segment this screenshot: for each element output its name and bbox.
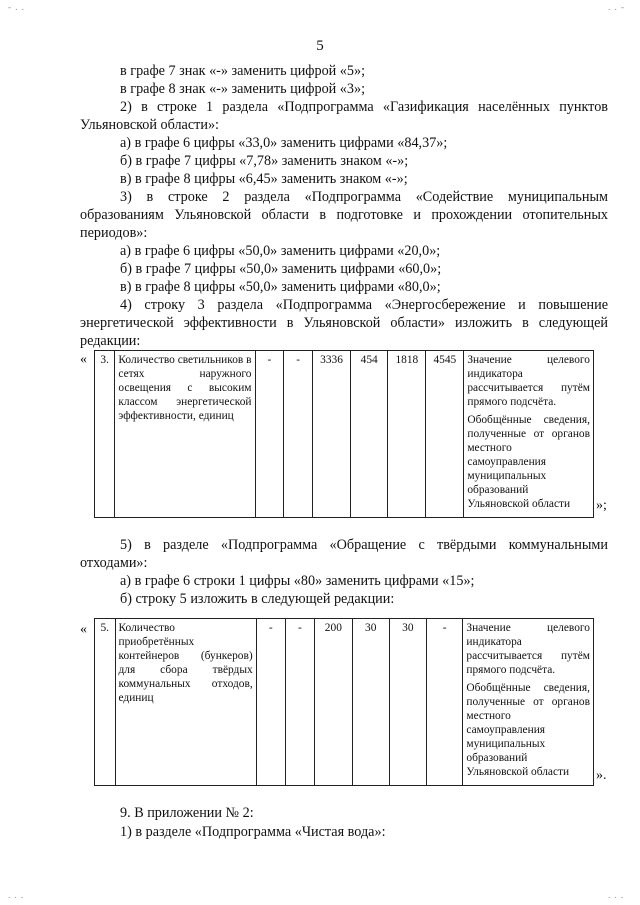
item9-heading: 9. В приложении № 2:	[120, 805, 254, 821]
table2-col4: -	[256, 619, 285, 786]
item2-line-a: а) в графе 6 цифры «33,0» заменить цифрами «84,37»;	[120, 135, 448, 151]
item4-text: 4) строку 3 раздела «Подпрограмма «Энергосбережение и повышение энергетической эффективности в Ульяновской области» изложить в следующей редакции:	[80, 297, 608, 350]
table2-col5: -	[285, 619, 314, 786]
item3-line-b: б) в графе 7 цифры «50,0» заменить цифрами «60,0»;	[120, 261, 442, 277]
item2-line-b: б) в графе 7 цифры «7,78» заменить знаком «-»;	[120, 153, 409, 169]
table1-desc-calc: Значение целевого индикатора рассчитывается путём прямого подсчёта.	[467, 354, 590, 408]
item3-intro: 3) в строке 2 раздела «Подпрограмма «Содействие муниципальным образованиям Ульяновской области в подготовке и прохождении отопительных периодов»:	[80, 189, 608, 242]
page-number: 5	[316, 38, 324, 54]
item2-line-c: в) в графе 8 цифры «6,45» заменить знаком «-»;	[120, 171, 408, 187]
table-row	[95, 619, 594, 786]
table-row	[95, 351, 594, 518]
table1-desc	[464, 351, 594, 518]
table2-col7: 30	[352, 619, 389, 786]
table2-open-quote: «	[80, 622, 87, 637]
table2-num: 5.	[95, 619, 116, 786]
item3-line-a: а) в графе 6 цифры «50,0» заменить цифрами «20,0»;	[120, 243, 441, 259]
table1-name: Количество светильников в сетях наружного освещения с высоким классом энергетической эффективности, единиц	[115, 351, 255, 518]
table1-col6: 3336	[313, 351, 351, 518]
table1-col4: -	[255, 351, 284, 518]
line-graph7: в графе 7 знак «-» заменить цифрой «5»;	[120, 63, 366, 79]
table1-num: 3.	[95, 351, 115, 518]
edge-mark-bottom-left: . . .	[8, 890, 25, 900]
table1-open-quote: «	[80, 352, 87, 367]
table1-col7: 454	[351, 351, 388, 518]
item5-line-b: б) строку 5 изложить в следующей редакции:	[120, 591, 395, 607]
table1-col9: 4545	[426, 351, 464, 518]
line-graph8: в графе 8 знак «-» заменить цифрой «3»;	[120, 81, 366, 97]
table2-col8: 30	[389, 619, 426, 786]
edge-mark-bottom-right: . . .	[608, 890, 625, 900]
table1	[94, 350, 594, 518]
edge-mark-top-right: . . -	[608, 2, 625, 12]
table2-name: Количество приобретённых контейнеров (бункеров) для сбора твёрдых коммунальных отходов, единиц	[115, 619, 256, 786]
table1-col5: -	[284, 351, 313, 518]
table1-desc-source: Обобщённые сведения, полученные от органов местного самоуправления муниципальных образований Ульяновской области	[467, 414, 590, 510]
item5-intro: 5) в разделе «Подпрограмма «Обращение с твёрдыми коммунальными отходами»:	[80, 537, 608, 572]
table2-desc-source: Обобщённые сведения, полученные от органов местного самоуправления муниципальных образований Ульяновской области	[466, 682, 590, 778]
table2-desc	[463, 619, 594, 786]
table2-desc-calc: Значение целевого индикатора рассчитывается путём прямого подсчёта.	[466, 622, 590, 676]
item3-line-c: в) в графе 8 цифры «50,0» заменить цифрами «80,0»;	[120, 279, 441, 295]
table2-col6: 200	[315, 619, 353, 786]
item2-intro: 2) в строке 1 раздела «Подпрограмма «Газификация населённых пунктов Ульяновской области»:	[80, 99, 608, 134]
table2-col9: -	[426, 619, 462, 786]
table1-close-quote: »;	[596, 498, 607, 513]
item5-line-a: а) в графе 6 строки 1 цифры «80» заменить цифрами «15»;	[120, 573, 475, 589]
table2-close-quote: ».	[596, 768, 607, 783]
table1-col8: 1818	[388, 351, 426, 518]
item9-sub1: 1) в разделе «Подпрограмма «Чистая вода»:	[120, 824, 386, 840]
edge-mark-top-left: - . .	[8, 2, 25, 12]
table2	[94, 618, 594, 786]
